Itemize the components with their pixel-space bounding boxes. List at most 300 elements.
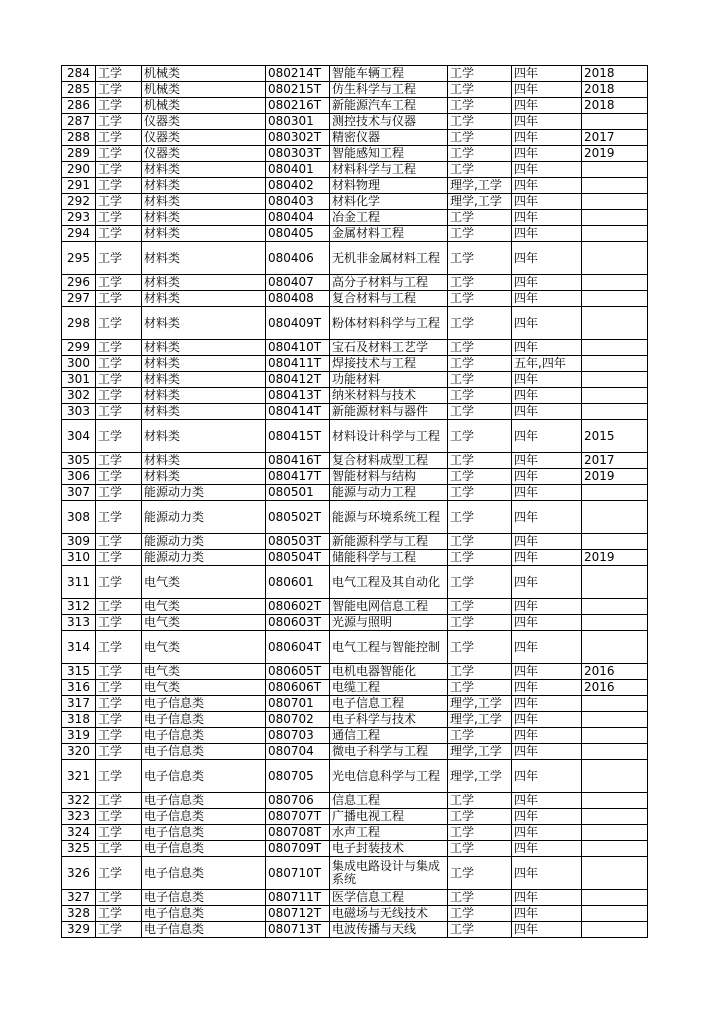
table-row bbox=[62, 501, 648, 534]
major-code-cell: 080709T bbox=[266, 841, 330, 857]
degree-type-cell: 工学 bbox=[448, 534, 512, 550]
year-added-cell bbox=[582, 696, 648, 712]
year-added-cell bbox=[582, 922, 648, 938]
row-number-cell: 318 bbox=[62, 712, 96, 728]
major-code-cell: 080407 bbox=[266, 275, 330, 291]
table-row bbox=[62, 146, 648, 162]
major-category-cell: 材料类 bbox=[142, 469, 266, 485]
degree-type-cell: 理学,工学 bbox=[448, 696, 512, 712]
row-number-cell: 316 bbox=[62, 680, 96, 696]
table-row bbox=[62, 744, 648, 760]
study-duration-cell: 四年 bbox=[512, 906, 582, 922]
degree-type-cell: 工学 bbox=[448, 420, 512, 453]
row-number-cell: 309 bbox=[62, 534, 96, 550]
study-duration-cell: 四年 bbox=[512, 890, 582, 906]
year-added-cell bbox=[582, 728, 648, 744]
study-duration-cell: 四年 bbox=[512, 841, 582, 857]
major-code-cell: 080416T bbox=[266, 453, 330, 469]
study-duration-cell: 四年 bbox=[512, 226, 582, 242]
major-name-cell: 广播电视工程 bbox=[330, 809, 448, 825]
degree-type-cell: 理学,工学 bbox=[448, 760, 512, 793]
major-name-cell: 集成电路设计与集成系统 bbox=[330, 857, 448, 890]
discipline-cell: 工学 bbox=[96, 550, 142, 566]
discipline-cell: 工学 bbox=[96, 922, 142, 938]
row-number-cell: 298 bbox=[62, 307, 96, 340]
row-number-cell: 296 bbox=[62, 275, 96, 291]
discipline-cell: 工学 bbox=[96, 696, 142, 712]
major-category-cell: 电气类 bbox=[142, 680, 266, 696]
year-added-cell bbox=[582, 906, 648, 922]
table-row bbox=[62, 550, 648, 566]
discipline-cell: 工学 bbox=[96, 82, 142, 98]
major-code-cell: 080408 bbox=[266, 291, 330, 307]
major-category-cell: 电子信息类 bbox=[142, 760, 266, 793]
year-added-cell: 2019 bbox=[582, 550, 648, 566]
discipline-cell: 工学 bbox=[96, 404, 142, 420]
table-row bbox=[62, 696, 648, 712]
major-name-cell: 纳米材料与技术 bbox=[330, 388, 448, 404]
major-code-cell: 080414T bbox=[266, 404, 330, 420]
degree-type-cell: 工学 bbox=[448, 906, 512, 922]
major-category-cell: 电子信息类 bbox=[142, 825, 266, 841]
study-duration-cell: 四年 bbox=[512, 162, 582, 178]
major-name-cell: 光源与照明 bbox=[330, 615, 448, 631]
discipline-cell: 工学 bbox=[96, 307, 142, 340]
study-duration-cell: 四年 bbox=[512, 664, 582, 680]
table-row bbox=[62, 760, 648, 793]
major-name-cell: 金属材料工程 bbox=[330, 226, 448, 242]
major-name-cell: 电磁场与无线技术 bbox=[330, 906, 448, 922]
degree-type-cell: 工学 bbox=[448, 162, 512, 178]
major-code-cell: 080712T bbox=[266, 906, 330, 922]
row-number-cell: 327 bbox=[62, 890, 96, 906]
row-number-cell: 286 bbox=[62, 98, 96, 114]
major-code-cell: 080401 bbox=[266, 162, 330, 178]
year-added-cell: 2018 bbox=[582, 66, 648, 82]
table-row bbox=[62, 680, 648, 696]
year-added-cell bbox=[582, 388, 648, 404]
major-name-cell: 电缆工程 bbox=[330, 680, 448, 696]
study-duration-cell: 四年 bbox=[512, 114, 582, 130]
row-number-cell: 305 bbox=[62, 453, 96, 469]
year-added-cell bbox=[582, 194, 648, 210]
discipline-cell: 工学 bbox=[96, 825, 142, 841]
study-duration-cell: 四年 bbox=[512, 857, 582, 890]
major-code-cell: 080707T bbox=[266, 809, 330, 825]
major-name-cell: 材料化学 bbox=[330, 194, 448, 210]
year-added-cell bbox=[582, 114, 648, 130]
discipline-cell: 工学 bbox=[96, 469, 142, 485]
table-row bbox=[62, 906, 648, 922]
major-name-cell: 信息工程 bbox=[330, 793, 448, 809]
major-name-cell: 能源与动力工程 bbox=[330, 485, 448, 501]
major-code-cell: 080303T bbox=[266, 146, 330, 162]
major-code-cell: 080412T bbox=[266, 372, 330, 388]
degree-type-cell: 工学 bbox=[448, 340, 512, 356]
major-name-cell: 粉体材料科学与工程 bbox=[330, 307, 448, 340]
year-added-cell bbox=[582, 307, 648, 340]
degree-type-cell: 工学 bbox=[448, 275, 512, 291]
table-row bbox=[62, 793, 648, 809]
major-category-cell: 电子信息类 bbox=[142, 857, 266, 890]
major-name-cell: 电机电器智能化 bbox=[330, 664, 448, 680]
row-number-cell: 306 bbox=[62, 469, 96, 485]
discipline-cell: 工学 bbox=[96, 809, 142, 825]
study-duration-cell: 四年 bbox=[512, 178, 582, 194]
row-number-cell: 319 bbox=[62, 728, 96, 744]
major-name-cell: 宝石及材料工艺学 bbox=[330, 340, 448, 356]
degree-type-cell: 工学 bbox=[448, 242, 512, 275]
study-duration-cell: 四年 bbox=[512, 291, 582, 307]
degree-type-cell: 工学 bbox=[448, 890, 512, 906]
major-category-cell: 材料类 bbox=[142, 420, 266, 453]
year-added-cell bbox=[582, 534, 648, 550]
year-added-cell: 2016 bbox=[582, 680, 648, 696]
study-duration-cell: 四年 bbox=[512, 194, 582, 210]
year-added-cell bbox=[582, 857, 648, 890]
row-number-cell: 317 bbox=[62, 696, 96, 712]
major-category-cell: 机械类 bbox=[142, 82, 266, 98]
year-added-cell bbox=[582, 178, 648, 194]
degree-type-cell: 理学,工学 bbox=[448, 194, 512, 210]
major-code-cell: 080601 bbox=[266, 566, 330, 599]
major-category-cell: 电子信息类 bbox=[142, 922, 266, 938]
table-row bbox=[62, 890, 648, 906]
table-body bbox=[62, 66, 648, 938]
major-name-cell: 智能电网信息工程 bbox=[330, 599, 448, 615]
study-duration-cell: 四年 bbox=[512, 242, 582, 275]
table-row bbox=[62, 178, 648, 194]
discipline-cell: 工学 bbox=[96, 291, 142, 307]
study-duration-cell: 四年 bbox=[512, 453, 582, 469]
major-name-cell: 复合材料成型工程 bbox=[330, 453, 448, 469]
year-added-cell bbox=[582, 404, 648, 420]
study-duration-cell: 四年 bbox=[512, 485, 582, 501]
row-number-cell: 302 bbox=[62, 388, 96, 404]
row-number-cell: 288 bbox=[62, 130, 96, 146]
degree-type-cell: 工学 bbox=[448, 130, 512, 146]
major-code-cell: 080411T bbox=[266, 356, 330, 372]
discipline-cell: 工学 bbox=[96, 485, 142, 501]
major-code-cell: 080413T bbox=[266, 388, 330, 404]
degree-type-cell: 工学 bbox=[448, 372, 512, 388]
study-duration-cell: 四年 bbox=[512, 210, 582, 226]
year-added-cell bbox=[582, 501, 648, 534]
row-number-cell: 294 bbox=[62, 226, 96, 242]
degree-type-cell: 工学 bbox=[448, 501, 512, 534]
study-duration-cell: 四年 bbox=[512, 66, 582, 82]
major-name-cell: 材料物理 bbox=[330, 178, 448, 194]
degree-type-cell: 工学 bbox=[448, 841, 512, 857]
degree-type-cell: 工学 bbox=[448, 307, 512, 340]
discipline-cell: 工学 bbox=[96, 275, 142, 291]
degree-type-cell: 理学,工学 bbox=[448, 178, 512, 194]
degree-type-cell: 工学 bbox=[448, 146, 512, 162]
major-code-cell: 080504T bbox=[266, 550, 330, 566]
discipline-cell: 工学 bbox=[96, 841, 142, 857]
row-number-cell: 312 bbox=[62, 599, 96, 615]
major-code-cell: 080605T bbox=[266, 664, 330, 680]
discipline-cell: 工学 bbox=[96, 453, 142, 469]
major-category-cell: 电气类 bbox=[142, 599, 266, 615]
major-name-cell: 复合材料与工程 bbox=[330, 291, 448, 307]
row-number-cell: 297 bbox=[62, 291, 96, 307]
major-name-cell: 水声工程 bbox=[330, 825, 448, 841]
major-category-cell: 材料类 bbox=[142, 291, 266, 307]
row-number-cell: 299 bbox=[62, 340, 96, 356]
major-code-cell: 080301 bbox=[266, 114, 330, 130]
study-duration-cell: 四年 bbox=[512, 98, 582, 114]
degree-type-cell: 工学 bbox=[448, 728, 512, 744]
year-added-cell bbox=[582, 210, 648, 226]
study-duration-cell: 四年 bbox=[512, 130, 582, 146]
degree-type-cell: 工学 bbox=[448, 664, 512, 680]
year-added-cell bbox=[582, 760, 648, 793]
degree-type-cell: 工学 bbox=[448, 226, 512, 242]
major-category-cell: 材料类 bbox=[142, 340, 266, 356]
year-added-cell bbox=[582, 615, 648, 631]
major-name-cell: 冶金工程 bbox=[330, 210, 448, 226]
major-code-cell: 080606T bbox=[266, 680, 330, 696]
year-added-cell: 2017 bbox=[582, 453, 648, 469]
major-name-cell: 材料科学与工程 bbox=[330, 162, 448, 178]
major-category-cell: 材料类 bbox=[142, 242, 266, 275]
major-name-cell: 储能科学与工程 bbox=[330, 550, 448, 566]
discipline-cell: 工学 bbox=[96, 631, 142, 664]
year-added-cell bbox=[582, 712, 648, 728]
year-added-cell: 2016 bbox=[582, 664, 648, 680]
discipline-cell: 工学 bbox=[96, 420, 142, 453]
major-category-cell: 电子信息类 bbox=[142, 793, 266, 809]
major-category-cell: 仪器类 bbox=[142, 130, 266, 146]
major-name-cell: 测控技术与仪器 bbox=[330, 114, 448, 130]
discipline-cell: 工学 bbox=[96, 599, 142, 615]
degree-type-cell: 工学 bbox=[448, 114, 512, 130]
row-number-cell: 300 bbox=[62, 356, 96, 372]
major-code-cell: 080302T bbox=[266, 130, 330, 146]
major-category-cell: 电气类 bbox=[142, 566, 266, 599]
degree-type-cell: 工学 bbox=[448, 922, 512, 938]
degree-type-cell: 工学 bbox=[448, 453, 512, 469]
discipline-cell: 工学 bbox=[96, 680, 142, 696]
table-row bbox=[62, 66, 648, 82]
year-added-cell bbox=[582, 372, 648, 388]
discipline-cell: 工学 bbox=[96, 728, 142, 744]
degree-type-cell: 工学 bbox=[448, 82, 512, 98]
year-added-cell bbox=[582, 744, 648, 760]
table-row bbox=[62, 98, 648, 114]
table-row bbox=[62, 599, 648, 615]
row-number-cell: 303 bbox=[62, 404, 96, 420]
row-number-cell: 313 bbox=[62, 615, 96, 631]
study-duration-cell: 四年 bbox=[512, 922, 582, 938]
major-code-cell: 080402 bbox=[266, 178, 330, 194]
discipline-cell: 工学 bbox=[96, 210, 142, 226]
study-duration-cell: 四年 bbox=[512, 615, 582, 631]
major-name-cell: 电气工程与智能控制 bbox=[330, 631, 448, 664]
major-category-cell: 材料类 bbox=[142, 226, 266, 242]
major-code-cell: 080705 bbox=[266, 760, 330, 793]
major-category-cell: 电子信息类 bbox=[142, 744, 266, 760]
table-row bbox=[62, 922, 648, 938]
degree-type-cell: 工学 bbox=[448, 615, 512, 631]
discipline-cell: 工学 bbox=[96, 178, 142, 194]
table-row bbox=[62, 469, 648, 485]
major-name-cell: 高分子材料与工程 bbox=[330, 275, 448, 291]
discipline-cell: 工学 bbox=[96, 566, 142, 599]
discipline-cell: 工学 bbox=[96, 66, 142, 82]
year-added-cell: 2015 bbox=[582, 420, 648, 453]
table-row bbox=[62, 809, 648, 825]
year-added-cell bbox=[582, 599, 648, 615]
study-duration-cell: 四年 bbox=[512, 760, 582, 793]
row-number-cell: 329 bbox=[62, 922, 96, 938]
discipline-cell: 工学 bbox=[96, 534, 142, 550]
year-added-cell bbox=[582, 340, 648, 356]
year-added-cell bbox=[582, 226, 648, 242]
discipline-cell: 工学 bbox=[96, 372, 142, 388]
discipline-cell: 工学 bbox=[96, 760, 142, 793]
row-number-cell: 311 bbox=[62, 566, 96, 599]
major-category-cell: 机械类 bbox=[142, 66, 266, 82]
major-code-cell: 080501 bbox=[266, 485, 330, 501]
year-added-cell bbox=[582, 841, 648, 857]
major-name-cell: 电子封装技术 bbox=[330, 841, 448, 857]
major-name-cell: 电波传播与天线 bbox=[330, 922, 448, 938]
study-duration-cell: 四年 bbox=[512, 566, 582, 599]
study-duration-cell: 四年 bbox=[512, 388, 582, 404]
row-number-cell: 292 bbox=[62, 194, 96, 210]
major-name-cell: 智能感知工程 bbox=[330, 146, 448, 162]
table-row bbox=[62, 404, 648, 420]
row-number-cell: 323 bbox=[62, 809, 96, 825]
year-added-cell: 2019 bbox=[582, 146, 648, 162]
year-added-cell bbox=[582, 242, 648, 275]
major-code-cell: 080404 bbox=[266, 210, 330, 226]
table-row bbox=[62, 566, 648, 599]
major-name-cell: 电气工程及其自动化 bbox=[330, 566, 448, 599]
major-category-cell: 电子信息类 bbox=[142, 906, 266, 922]
major-category-cell: 材料类 bbox=[142, 307, 266, 340]
year-added-cell bbox=[582, 793, 648, 809]
major-name-cell: 通信工程 bbox=[330, 728, 448, 744]
study-duration-cell: 四年 bbox=[512, 825, 582, 841]
table-row bbox=[62, 485, 648, 501]
major-code-cell: 080708T bbox=[266, 825, 330, 841]
major-code-cell: 080604T bbox=[266, 631, 330, 664]
major-name-cell: 无机非金属材料工程 bbox=[330, 242, 448, 275]
discipline-cell: 工学 bbox=[96, 242, 142, 275]
table-row bbox=[62, 825, 648, 841]
major-code-cell: 080602T bbox=[266, 599, 330, 615]
major-name-cell: 微电子科学与工程 bbox=[330, 744, 448, 760]
row-number-cell: 326 bbox=[62, 857, 96, 890]
major-code-cell: 080415T bbox=[266, 420, 330, 453]
discipline-cell: 工学 bbox=[96, 906, 142, 922]
year-added-cell bbox=[582, 291, 648, 307]
study-duration-cell: 四年 bbox=[512, 696, 582, 712]
table-row bbox=[62, 275, 648, 291]
degree-type-cell: 工学 bbox=[448, 388, 512, 404]
row-number-cell: 322 bbox=[62, 793, 96, 809]
major-code-cell: 080410T bbox=[266, 340, 330, 356]
major-category-cell: 电子信息类 bbox=[142, 728, 266, 744]
major-category-cell: 材料类 bbox=[142, 372, 266, 388]
table-row bbox=[62, 307, 648, 340]
row-number-cell: 304 bbox=[62, 420, 96, 453]
major-name-cell: 仿生科学与工程 bbox=[330, 82, 448, 98]
study-duration-cell: 四年 bbox=[512, 680, 582, 696]
year-added-cell bbox=[582, 809, 648, 825]
row-number-cell: 295 bbox=[62, 242, 96, 275]
major-code-cell: 080216T bbox=[266, 98, 330, 114]
major-name-cell: 智能材料与结构 bbox=[330, 469, 448, 485]
major-category-cell: 电子信息类 bbox=[142, 809, 266, 825]
major-name-cell: 能源与环境系统工程 bbox=[330, 501, 448, 534]
discipline-cell: 工学 bbox=[96, 664, 142, 680]
major-name-cell: 材料设计科学与工程 bbox=[330, 420, 448, 453]
major-name-cell: 新能源科学与工程 bbox=[330, 534, 448, 550]
row-number-cell: 291 bbox=[62, 178, 96, 194]
study-duration-cell: 四年 bbox=[512, 146, 582, 162]
major-code-cell: 080702 bbox=[266, 712, 330, 728]
table-row bbox=[62, 372, 648, 388]
major-name-cell: 电子信息工程 bbox=[330, 696, 448, 712]
table-row bbox=[62, 210, 648, 226]
major-category-cell: 材料类 bbox=[142, 388, 266, 404]
row-number-cell: 293 bbox=[62, 210, 96, 226]
row-number-cell: 287 bbox=[62, 114, 96, 130]
table-row bbox=[62, 356, 648, 372]
major-category-cell: 电气类 bbox=[142, 631, 266, 664]
study-duration-cell: 四年 bbox=[512, 599, 582, 615]
degree-type-cell: 工学 bbox=[448, 356, 512, 372]
study-duration-cell: 四年 bbox=[512, 809, 582, 825]
major-category-cell: 电气类 bbox=[142, 664, 266, 680]
degree-type-cell: 工学 bbox=[448, 857, 512, 890]
study-duration-cell: 四年 bbox=[512, 82, 582, 98]
study-duration-cell: 四年 bbox=[512, 275, 582, 291]
degree-type-cell: 工学 bbox=[448, 631, 512, 664]
row-number-cell: 284 bbox=[62, 66, 96, 82]
degree-type-cell: 工学 bbox=[448, 809, 512, 825]
study-duration-cell: 五年,四年 bbox=[512, 356, 582, 372]
major-category-cell: 电子信息类 bbox=[142, 696, 266, 712]
row-number-cell: 328 bbox=[62, 906, 96, 922]
table-row bbox=[62, 388, 648, 404]
major-category-cell: 电子信息类 bbox=[142, 890, 266, 906]
discipline-cell: 工学 bbox=[96, 356, 142, 372]
table-row bbox=[62, 857, 648, 890]
row-number-cell: 285 bbox=[62, 82, 96, 98]
major-code-cell: 080703 bbox=[266, 728, 330, 744]
study-duration-cell: 四年 bbox=[512, 550, 582, 566]
degree-type-cell: 工学 bbox=[448, 485, 512, 501]
major-category-cell: 能源动力类 bbox=[142, 550, 266, 566]
year-added-cell bbox=[582, 356, 648, 372]
major-category-cell: 材料类 bbox=[142, 178, 266, 194]
row-number-cell: 301 bbox=[62, 372, 96, 388]
major-code-cell: 080706 bbox=[266, 793, 330, 809]
major-category-cell: 材料类 bbox=[142, 275, 266, 291]
major-category-cell: 能源动力类 bbox=[142, 485, 266, 501]
major-name-cell: 新能源材料与器件 bbox=[330, 404, 448, 420]
degree-type-cell: 工学 bbox=[448, 599, 512, 615]
major-category-cell: 材料类 bbox=[142, 162, 266, 178]
discipline-cell: 工学 bbox=[96, 226, 142, 242]
major-category-cell: 材料类 bbox=[142, 356, 266, 372]
study-duration-cell: 四年 bbox=[512, 420, 582, 453]
